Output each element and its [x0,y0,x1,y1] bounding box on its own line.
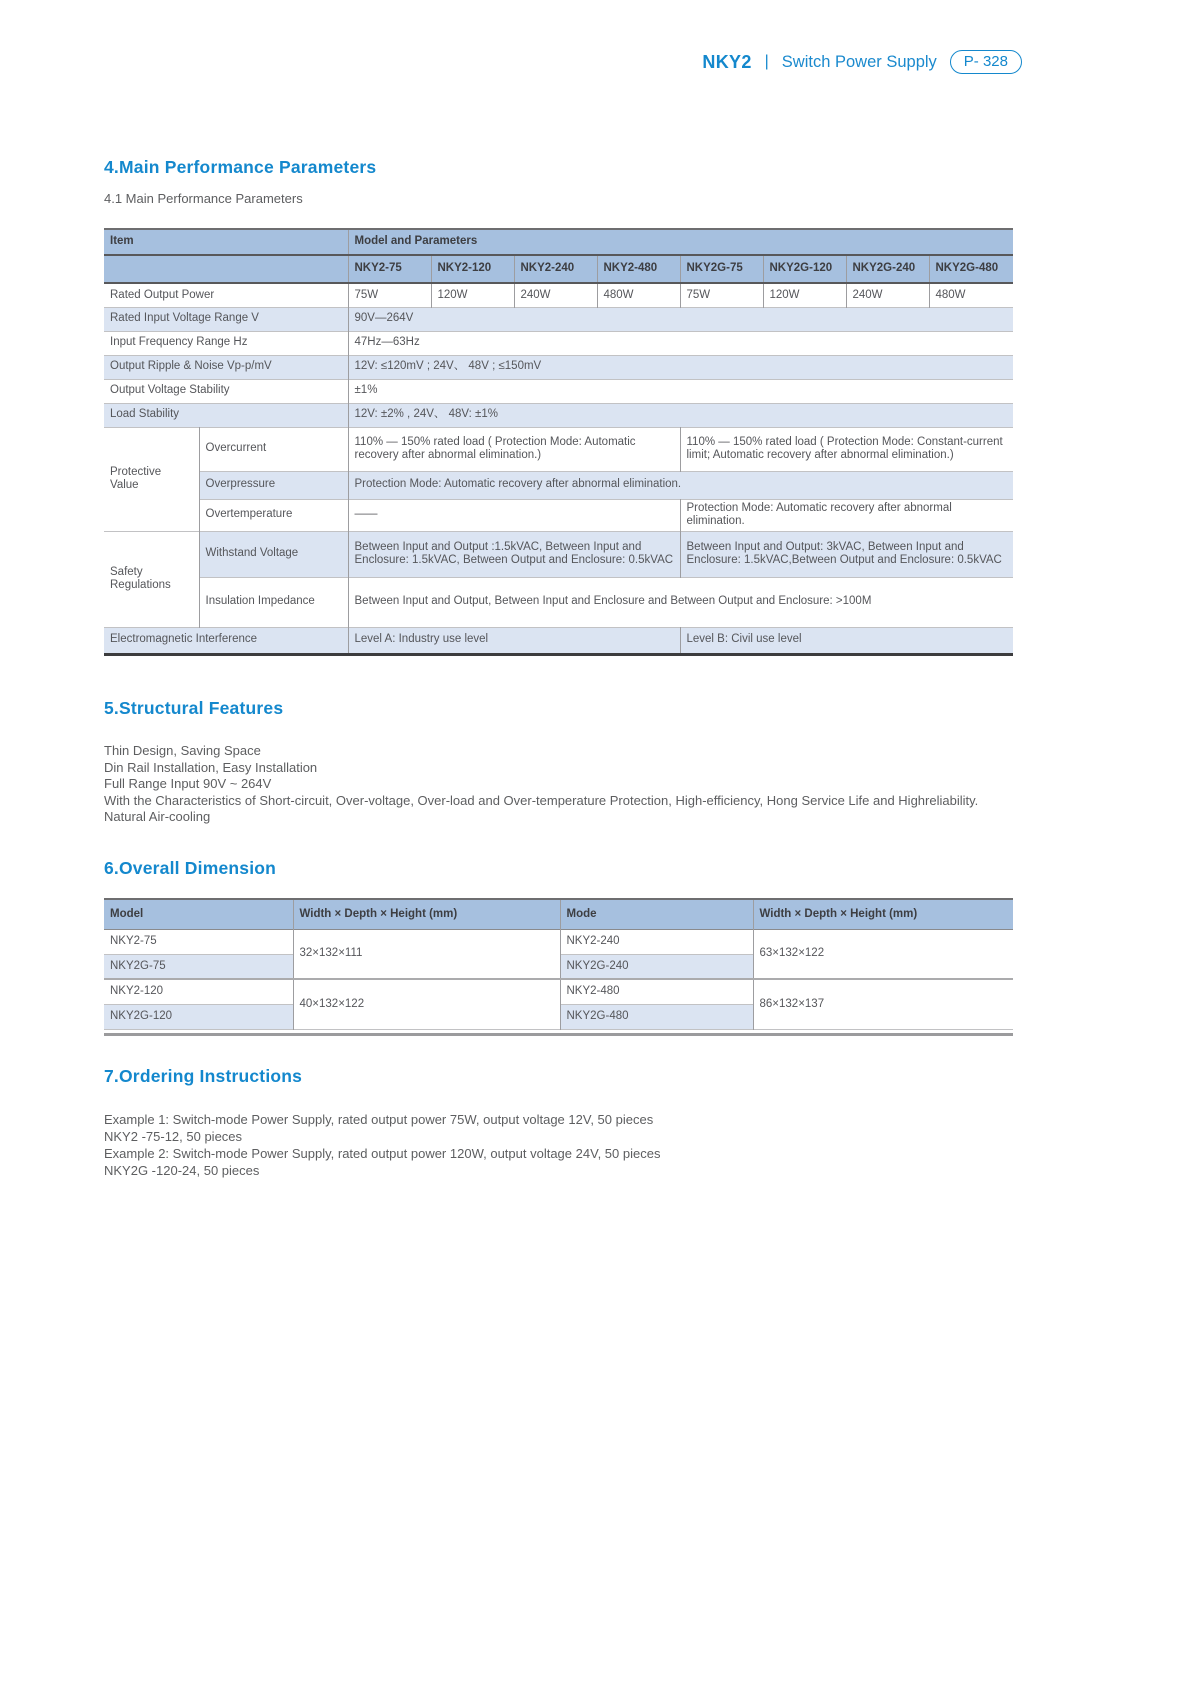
row-label: Output Voltage Stability [110,384,230,397]
ordering-instructions-text [104,1111,1013,1179]
table-row [104,403,1013,427]
row-label: Withstand Voltage [199,531,348,577]
dim-cell: 40×132×122 [293,979,560,1029]
cell-value-nky2: Level A: Industry use level [348,627,680,653]
cell-value: Between Input and Output, Between Input and Enclosure and Between Output and Enclosure: >100M [348,577,1013,627]
table-row [104,379,1013,403]
dim-header: Model [110,907,144,920]
table-row [104,471,1013,499]
header-separator: | [764,53,769,70]
cell-value: 120W [763,283,846,307]
model-cell: NKY2G-120 [104,1004,293,1029]
table-header-row [104,229,1013,255]
section7-title: 7.Ordering Instructions [104,1066,303,1086]
product-name: NKY2 [702,51,752,72]
row-label: Output Ripple & Noise Vp-p/mV [110,360,272,373]
section4-subtitle: 4.1 Main Performance Parameters [104,191,303,206]
structural-features-text [104,743,1013,826]
cell-value: 240W [846,283,929,307]
model-header: NKY2G-75 [680,255,763,283]
ordering-line: NKY2G -120-24, 50 pieces [104,1163,260,1178]
dim-cell: 32×132×111 [293,929,560,979]
cell-value: Protection Mode: Automatic recovery after abnormal elimination. [348,471,1013,499]
model-header: NKY2-240 [514,255,597,283]
table-row [104,577,1013,627]
feature-line: With the Characteristics of Short-circuit, Over-voltage, Over-load and Over-temperature Protection, High-efficiency, Hong Service Life and Highreliability. [104,792,979,808]
row-label: Overpressure [199,471,348,499]
feature-line: Natural Air-cooling [104,809,211,824]
cell-value-nky2: Between Input and Output :1.5kVAC, Between Input and Enclosure: 1.5kVAC, Between Output and Enclosure: 0.5kVAC [348,531,680,577]
table-row [104,331,1013,355]
cell-value-nky2: —— [348,499,680,531]
row-label: Rated Input Voltage Range V [110,312,259,325]
dim-header-row [104,899,1013,929]
cell-value: 480W [929,283,1013,307]
table-row [104,427,1013,471]
dim-row [104,979,1013,1004]
cell-value: 240W [514,283,597,307]
model-cell: NKY2-75 [110,934,157,947]
section6-title: 6.Overall Dimension [104,858,277,878]
model-cell: NKY2-480 [560,979,753,1004]
item-header-cell: Item [110,235,134,248]
ordering-line: NKY2 -75-12, 50 pieces [104,1129,243,1144]
empty-header-cell [104,255,348,283]
dimension-table [104,898,1013,1030]
cell-value: ±1% [348,379,1013,403]
cell-value: 90V—264V [348,307,1013,331]
model-header: NKY2-120 [431,255,514,283]
table-row [104,627,1013,653]
model-cell: NKY2G-240 [560,954,753,979]
cell-value: 75W [680,283,763,307]
dim-row [104,929,1013,954]
header-subtitle: Switch Power Supply [781,52,937,71]
model-header: NKY2-480 [597,255,680,283]
dim-header: Width × Depth × Height (mm) [753,899,1013,929]
table-row [104,499,1013,531]
row-label: Load Stability [110,408,180,421]
page-number-badge: P- 328 [950,50,1022,74]
dim-header: Width × Depth × Height (mm) [293,899,560,929]
ordering-line: Example 2: Switch-mode Power Supply, rated output power 120W, output voltage 24V, 50 pieces [104,1146,661,1161]
performance-table [104,228,1013,654]
row-label: Electromagnetic Interference [110,633,258,646]
model-cell: NKY2-240 [560,929,753,954]
model-header: NKY2-75 [348,255,431,283]
table-row [104,531,1013,577]
cell-value: 480W [597,283,680,307]
cell-value-nky2: 110% — 150% rated load ( Protection Mode: Automatic recovery after abnormal elimination.) [348,427,680,471]
cell-value-nky2g: 110% — 150% rated load ( Protection Mode: Constant-current limit; Automatic recovery after abnormal elimination.) [680,427,1013,471]
cell-value: 120W [431,283,514,307]
ordering-line: Example 1: Switch-mode Power Supply, rated output power 75W, output voltage 12V, 50 pieces [104,1112,654,1127]
model-cell: NKY2G-75 [104,954,293,979]
row-label: Insulation Impedance [199,577,348,627]
feature-line: Full Range Input 90V ~ 264V [104,776,272,791]
section5-title: 5.Structural Features [104,698,284,718]
table-row [104,355,1013,379]
model-cell: NKY2G-480 [560,1004,753,1029]
dim-cell: 86×132×137 [753,979,1013,1029]
group-label: Safety Regulations [104,531,199,627]
table-row [104,307,1013,331]
row-label: Overcurrent [199,427,348,471]
row-label: Rated Output Power [110,288,215,301]
cell-value: 47Hz—63Hz [348,331,1013,355]
row-label: Input Frequency Range Hz [110,336,248,349]
table-bottom-rule [104,653,1013,656]
feature-line: Din Rail Installation, Easy Installation [104,759,318,775]
row-label: Overtemperature [199,499,348,531]
cell-value-nky2g: Level B: Civil use level [680,627,1013,653]
page-header [104,50,1022,74]
group-label: Protective Value [110,465,162,491]
model-cell: NKY2-120 [104,979,293,1004]
model-names-row [104,255,1013,283]
feature-line: Thin Design, Saving Space [104,743,261,758]
cell-value: 75W [348,283,431,307]
cell-value-nky2g: Between Input and Output: 3kVAC, Between Input and Enclosure: 1.5kVAC,Between Output and Enclosure: 0.5kVAC [680,531,1013,577]
table-row [104,283,1013,307]
model-header: NKY2G-240 [846,255,929,283]
dim-cell: 63×132×122 [753,929,1013,979]
cell-value: 12V: ±2% , 24V、 48V: ±1% [348,403,1013,427]
dim-table-bottom-rule [104,1033,1013,1036]
cell-value: 12V: ≤120mV ; 24V、 48V ; ≤150mV [348,355,1013,379]
model-header: NKY2G-120 [763,255,846,283]
section4-title: 4.Main Performance Parameters [104,157,377,177]
dim-header: Mode [560,899,753,929]
model-header: NKY2G-480 [929,255,1013,283]
cell-value-nky2g: Protection Mode: Automatic recovery after abnormal elimination. [680,499,1013,531]
models-header-cell: Model and Parameters [348,229,1013,255]
